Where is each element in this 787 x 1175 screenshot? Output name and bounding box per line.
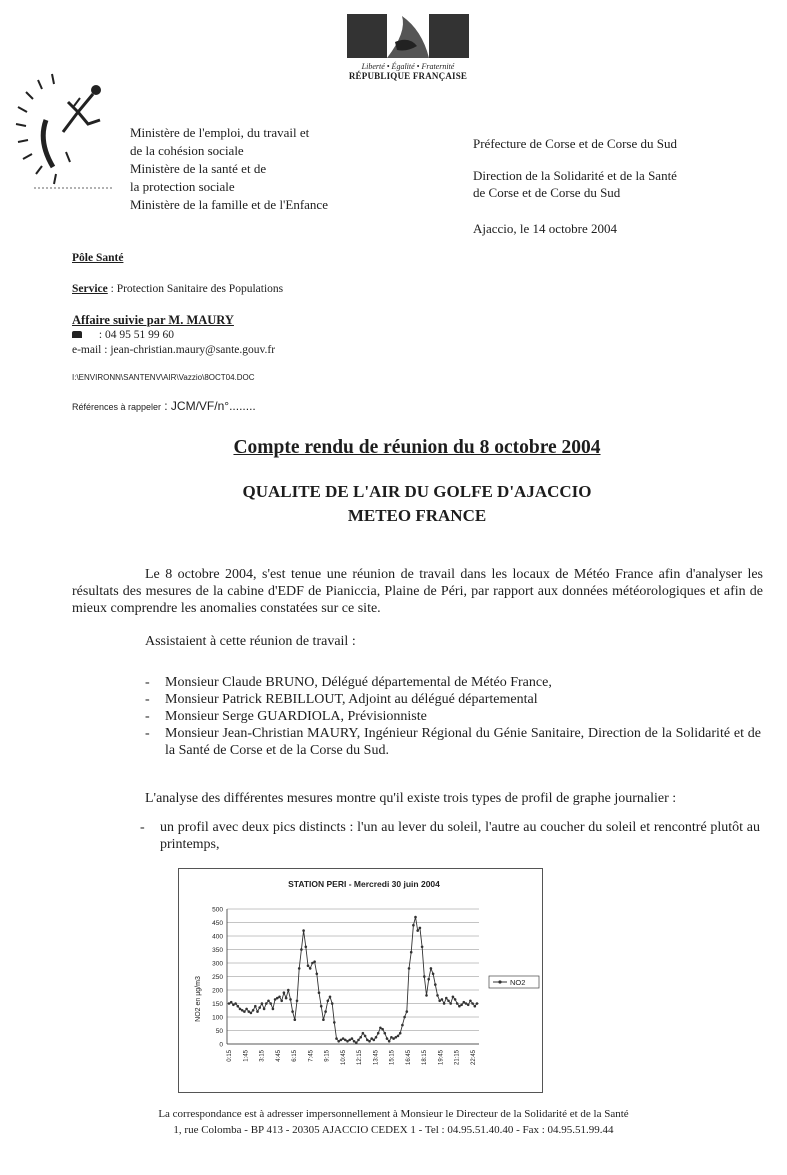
ministries-block xyxy=(130,124,380,214)
data-point xyxy=(416,929,419,932)
data-point xyxy=(296,1000,299,1003)
list-item: - Monsieur Jean-Christian MAURY, Ingénieur Régional du Génie Sanitaire, Direction de la Solidarité et de la Santé de Corse et de la Corse du Sud. xyxy=(165,725,761,759)
data-point xyxy=(458,1005,461,1008)
chart-legend xyxy=(489,976,539,988)
y-tick-label: 0 xyxy=(219,1041,223,1049)
y-tick-label: 50 xyxy=(215,1028,223,1035)
data-point xyxy=(318,991,321,994)
data-point xyxy=(351,1037,354,1040)
ministry-line: la protection sociale xyxy=(130,179,235,194)
pole-label: Pôle Santé xyxy=(72,252,124,264)
list-item: - Monsieur Patrick REBILLOUT, Adjoint au délégué départemental xyxy=(165,691,761,708)
assistants-list xyxy=(165,674,761,759)
data-point xyxy=(414,916,417,919)
data-point xyxy=(449,1002,452,1005)
data-point xyxy=(377,1032,380,1035)
data-point xyxy=(381,1028,384,1031)
data-point xyxy=(364,1035,367,1038)
data-point xyxy=(471,1002,474,1005)
chart-title: STATION PERI - Mercredi 30 juin 2004 xyxy=(288,879,440,889)
phone-line xyxy=(72,328,472,343)
data-point xyxy=(386,1037,389,1040)
reference-value: : JCM/VF/n°........ xyxy=(164,399,256,413)
data-point xyxy=(256,1010,259,1013)
y-tick-label: 150 xyxy=(212,1001,223,1008)
service-value: : Protection Sanitaire des Populations xyxy=(110,283,284,295)
reference-line xyxy=(72,399,472,415)
direction-line: de Corse et de Corse du Sud xyxy=(473,185,621,200)
data-point xyxy=(241,1009,244,1012)
data-point xyxy=(359,1036,362,1039)
data-point xyxy=(395,1036,398,1039)
date-line: Ajaccio, le 14 octobre 2004 xyxy=(473,221,618,236)
prefecture-block xyxy=(473,135,773,237)
y-tick-label: 250 xyxy=(212,974,223,981)
sun-figure-icon xyxy=(8,62,118,197)
legend-label: NO2 xyxy=(510,978,526,987)
chart-ylabel: NO2 en µg/m3 xyxy=(195,976,202,1022)
data-point xyxy=(309,967,312,970)
data-point xyxy=(441,998,444,1001)
intro-paragraph: Le 8 octobre 2004, s'est tenue une réunion de travail dans les locaux de Météo France afin d'analyser les résultats des mesures de la cabine d'EDF de Pianiccia, Plaine de Péri, par rapport aux données météorologiques et afin de mieux comprendre les anomalies constatées sur ce site. xyxy=(72,567,763,616)
data-point xyxy=(443,1002,446,1005)
data-point xyxy=(278,996,281,999)
file-path: I:\ENVIRONN\SANTENV\AIR\Vazzio\8OCT04.DOC xyxy=(72,373,255,382)
ministry-line: Ministère de la santé et de xyxy=(130,161,267,176)
data-point xyxy=(331,1002,334,1005)
data-point xyxy=(463,1001,466,1004)
data-point xyxy=(390,1036,393,1039)
data-point xyxy=(419,927,422,930)
ministry-line: Ministère de la famille et de l'Enfance xyxy=(130,197,328,212)
data-point xyxy=(421,946,424,949)
data-point xyxy=(311,962,314,965)
x-tick-label: 0:15 xyxy=(227,1050,233,1062)
data-point xyxy=(474,1005,477,1008)
y-tick-label: 100 xyxy=(212,1014,223,1022)
data-point xyxy=(469,1000,472,1003)
data-point xyxy=(460,1004,463,1007)
data-point xyxy=(274,998,277,1001)
y-tick-label: 400 xyxy=(212,933,223,941)
data-point xyxy=(285,997,288,1000)
subtitle-air-quality: QUALITE DE L'AIR DU GOLFE D'AJACCIO xyxy=(242,482,592,501)
data-point xyxy=(237,1005,240,1008)
y-tick-label: 500 xyxy=(212,906,223,914)
data-point xyxy=(445,997,448,1000)
data-point xyxy=(401,1024,404,1027)
data-point xyxy=(355,1041,358,1044)
data-point xyxy=(291,1010,294,1013)
data-point xyxy=(322,1018,325,1021)
data-point xyxy=(232,1004,235,1007)
data-point xyxy=(452,996,455,999)
data-point xyxy=(438,1000,441,1003)
x-tick-label: 4:45 xyxy=(275,1050,282,1062)
data-point xyxy=(434,983,437,986)
data-point xyxy=(346,1040,349,1043)
chart-frame xyxy=(178,868,543,1093)
data-point xyxy=(230,1001,233,1004)
data-point xyxy=(337,1040,340,1043)
data-point xyxy=(276,997,279,1000)
no2-line-chart xyxy=(179,869,542,1092)
data-point xyxy=(384,1032,387,1035)
ministry-line: de la cohésion sociale xyxy=(130,143,244,158)
x-tick-label: 12:15 xyxy=(357,1050,364,1066)
data-point xyxy=(250,1012,253,1015)
data-point xyxy=(335,1037,338,1040)
data-point xyxy=(320,1005,323,1008)
marianne-icon xyxy=(347,12,469,60)
contact-block xyxy=(72,251,472,415)
x-tick-label: 18:15 xyxy=(422,1050,429,1066)
phone-icon xyxy=(72,331,82,338)
data-point xyxy=(327,1000,330,1003)
data-point xyxy=(342,1037,345,1040)
data-point xyxy=(333,1021,336,1024)
rf-name: RÉPUBLIQUE FRANÇAISE xyxy=(348,71,468,81)
x-tick-label: 21:15 xyxy=(454,1050,461,1066)
data-point xyxy=(261,1002,264,1005)
analysis-paragraph: L'analyse des différentes mesures montre qu'il existe trois types de profil de graphe journalier : xyxy=(145,791,677,806)
data-point xyxy=(388,1040,391,1043)
data-point xyxy=(425,994,428,997)
service-line xyxy=(72,282,472,297)
data-point xyxy=(403,1016,406,1019)
data-point xyxy=(454,998,457,1001)
data-point xyxy=(362,1032,365,1035)
affaire-line: Affaire suivie par M. MAURY xyxy=(72,313,234,327)
x-tick-label: 15:15 xyxy=(389,1050,396,1066)
y-tick-label: 350 xyxy=(212,947,223,954)
direction-line: Direction de la Solidarité et de la Santé xyxy=(473,168,677,183)
data-point xyxy=(375,1036,378,1039)
data-point xyxy=(344,1039,347,1042)
service-label: Service xyxy=(72,283,108,295)
data-point xyxy=(252,1009,255,1012)
data-point xyxy=(397,1035,400,1038)
rf-motto: Liberté • Égalité • Fraternité xyxy=(361,62,455,71)
data-point xyxy=(430,967,433,970)
y-tick-label: 200 xyxy=(212,987,223,995)
data-point xyxy=(265,1002,268,1005)
list-item: - Monsieur Serge GUARDIOLA, Prévisionniste xyxy=(165,708,761,725)
data-point xyxy=(353,1040,356,1043)
data-point xyxy=(456,1002,459,1005)
data-point xyxy=(298,967,301,970)
data-point xyxy=(305,946,308,949)
data-point xyxy=(283,991,286,994)
x-tick-label: 16:45 xyxy=(405,1050,412,1066)
data-point xyxy=(228,1002,231,1005)
republique-francaise-logo xyxy=(345,12,471,92)
email-line: e-mail : jean-christian.maury@sante.gouv.fr xyxy=(72,344,276,356)
data-point xyxy=(324,1010,327,1013)
phone-number: : 04 95 51 99 60 xyxy=(98,329,174,341)
ministry-line: Ministère de l'emploi, du travail et xyxy=(130,125,310,140)
data-point xyxy=(366,1039,369,1042)
data-point xyxy=(379,1027,382,1030)
data-point xyxy=(313,960,316,963)
footer-line1: La correspondance est à adresser impersonnellement à Monsieur le Directeur de la Solidarité et de la Santé xyxy=(158,1108,629,1120)
data-point xyxy=(267,1000,270,1003)
x-tick-label: 19:45 xyxy=(438,1050,445,1066)
data-point xyxy=(329,996,332,999)
ministry-sun-logo xyxy=(8,62,118,197)
x-tick-label: 7:45 xyxy=(308,1050,315,1062)
data-point xyxy=(287,989,290,992)
data-point xyxy=(368,1040,371,1043)
x-tick-label: 6:15 xyxy=(292,1050,299,1062)
x-tick-label: 10:45 xyxy=(340,1050,347,1066)
data-point xyxy=(254,1005,257,1008)
data-point xyxy=(436,994,439,997)
data-point xyxy=(340,1039,343,1042)
data-point xyxy=(239,1008,242,1011)
data-point xyxy=(427,978,430,981)
data-point xyxy=(465,1002,468,1005)
y-tick-label: 450 xyxy=(212,920,223,927)
list-item: - Monsieur Claude BRUNO, Délégué départemental de Météo France, xyxy=(165,674,761,691)
x-tick-label: 9:15 xyxy=(324,1050,331,1062)
data-point xyxy=(289,998,292,1001)
data-point xyxy=(357,1039,360,1042)
x-tick-label: 13:45 xyxy=(373,1050,380,1066)
data-point xyxy=(243,1010,246,1013)
data-point xyxy=(412,924,415,927)
data-point xyxy=(410,951,413,954)
data-point xyxy=(269,1002,272,1005)
subtitle-meteo: METEO FRANCE xyxy=(347,506,487,525)
x-tick-label: 22:45 xyxy=(471,1050,477,1066)
data-point xyxy=(348,1039,351,1042)
data-point xyxy=(272,1008,275,1011)
prefecture-name: Préfecture de Corse et de Corse du Sud xyxy=(473,136,677,151)
footer-line2: 1, rue Colomba - BP 413 - 20305 AJACCIO CEDEX 1 - Tel : 04.95.51.40.40 - Fax : 04.95.51.99.44 xyxy=(173,1124,614,1136)
data-point xyxy=(294,1018,297,1021)
data-point xyxy=(447,1000,450,1003)
data-point xyxy=(302,929,305,932)
page-title: Compte rendu de réunion du 8 octobre 2004 xyxy=(233,437,601,458)
data-point xyxy=(300,948,303,951)
y-tick-label: 300 xyxy=(212,960,223,968)
data-point xyxy=(307,964,310,967)
data-point xyxy=(408,967,411,970)
x-tick-label: 3:15 xyxy=(259,1050,266,1062)
data-point xyxy=(234,1002,237,1005)
data-point xyxy=(399,1032,402,1035)
data-point xyxy=(263,1008,266,1011)
data-point xyxy=(373,1039,376,1042)
assistants-intro: Assistaient à cette réunion de travail : xyxy=(145,634,356,649)
x-tick-label: 1:45 xyxy=(243,1050,250,1062)
profile-list xyxy=(160,819,760,853)
data-point xyxy=(245,1008,248,1011)
data-point xyxy=(258,1006,261,1009)
data-point xyxy=(316,973,319,976)
data-point xyxy=(392,1037,395,1040)
data-point xyxy=(423,975,426,978)
reference-label: Références à rappeler xyxy=(72,402,162,412)
data-point xyxy=(467,1004,470,1007)
list-item: - un profil avec deux pics distincts : l'un au lever du soleil, l'autre au coucher du soleil et rencontré plutôt au printemps, xyxy=(160,819,760,853)
data-point xyxy=(406,1010,409,1013)
data-point xyxy=(280,1000,283,1003)
data-point xyxy=(476,1002,479,1005)
data-point xyxy=(432,973,435,976)
